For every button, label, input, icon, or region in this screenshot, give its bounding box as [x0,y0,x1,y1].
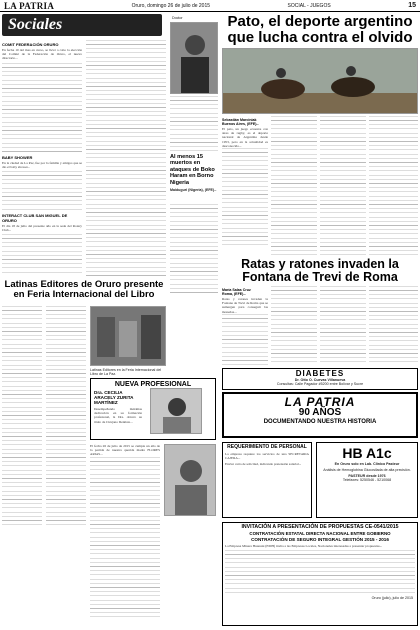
pato-col-2 [271,116,317,256]
ratas-col-1 [222,286,268,366]
graduate-photo [150,388,202,434]
ratas-col-2 [271,286,317,366]
doctor-photo [170,22,218,94]
pato-byline: Sebastián Marciniak Buenos Aires, (EFE).- [222,118,259,126]
pato-col-4 [369,116,418,256]
invitacion-footer: Oruro (julio), julio de 2015 [371,596,413,601]
diabetes-text: Consultas: Calle Pagador #5200 entre Bolívar y Sucre [276,382,364,386]
diabetes-ad [222,368,418,390]
invitacion-sub2: CONTRATACIÓN DE SEGURO INTEGRAL GESTIÓN 2015 - 2016 [251,536,389,542]
sociales-col-1 [2,40,82,276]
hba1c-text: En Oruro solo en Lab. Clínico Pasteur [334,462,400,466]
la-patria-90-sub: 90 AÑOS [298,407,342,418]
nueva-name: Dra. CECILIA ARACELY ZURITA MARTÍNEZ [94,390,134,405]
woman-portrait-image [151,389,202,434]
pato-lead: El pato, un juego ecuestre con aires de rugby, es el deporte nacional de Argentina desde 1953, pero en la actualidad es desconocido... [222,127,268,148]
requerimiento-title: REQUERIMIENTO DE PERSONAL [227,444,307,450]
newspaper-logo: LA PATRIA [4,0,55,11]
horse-riders-image [223,49,418,114]
boko-haram-byline: Maiduguri (Nigeria), (EFE).- [170,188,217,193]
elder-portrait-image [165,445,216,516]
diabetes-doctor: Dr. Otto O. Cuevas Villanueva [294,378,346,382]
hba1c-addr: PASTEUR desde 1976 [348,474,386,478]
pato-col-3 [320,116,366,256]
la-patria-90-title: LA PATRIA [284,395,356,409]
sociales-text-2: En la ciudad de La Paz, fue por la familia y amigos que se dio el baby shower... [2,160,82,169]
person-silhouette-icon [171,23,218,94]
sociales-text-3: El día 18 de julio del presente año en la sede del Rotary Club... [2,224,82,233]
requerimiento-text2: Enviar carta de solicitud, indicando pretensión salarial... [225,462,302,467]
ratas-col-3 [320,286,366,366]
middle-col-top [170,96,218,152]
esquela-col [90,444,160,626]
invitacion-ad [222,522,418,626]
sociales-banner: Sociales [2,14,162,36]
sociales-head-3: INTERACT CLUB SAN MIGUEL DE ORURO [2,213,68,224]
latinas-col-1 [2,306,42,526]
page-number: 15 [408,2,416,9]
la-patria-90-sub2: DOCUMENTANDO NUESTRA HISTORIA [263,419,377,425]
issue-date: Oruro, domingo 26 de julio de 2015 [131,2,211,9]
diabetes-title: DIABETES [295,369,345,378]
invitacion-text: La Empresa Minera Huanuni (EMH) invita a las Empresas Locales, Nacionales interesadas a presentar propuestas... [225,544,383,549]
esquela-text: El fecha 26 de julio de 2015 se cumple un año de la partida de nuestra querida madre FLORES ARIAS... [90,444,160,457]
pato-col-1 [222,116,268,256]
latinas-photo [90,306,166,366]
ratas-lead: Ratas y ratones invaden la Fontana de Trevi de Roma que se sumergen para conseguir las monedas... [222,297,268,314]
pato-headline: Pato, el deporte argentino que lucha contra el olvido [227,13,413,46]
latinas-headline: Latinas Editores de Oruro presente en Feria Internacional del Libro [4,279,164,300]
section-name: SOCIAL - JUEGOS [287,2,331,9]
nueva-title: NUEVA PROFESIONAL [114,381,192,388]
sociales-text-1: En fecha 10 del mes en curso, se llevó a cabo la elección del Comité de la Federación de Oruro, el nuevo directorio... [2,48,82,61]
invitacion-title: INVITACIÓN A PRESENTACIÓN DE PROPUESTAS CE-0541/2015 [241,524,399,530]
hba1c-ad [316,442,418,518]
invitacion-sub: CONTRATACIÓN ESTATAL DIRECTA NACIONAL ENTRE GOBIERNO [249,531,391,537]
esquela-photo [164,444,216,516]
hba1c-phone: Telefaxes: 5250546 - 5210068 [342,478,392,482]
ratas-col-4 [369,286,418,366]
boko-haram-box [170,154,218,202]
sociales-head-1: COMIT FEDERACIÓN ORURO [2,42,59,47]
pato-photo [222,48,418,114]
ratas-byline: María Salas Cruz Roma, (EFE).- [222,288,251,296]
nueva-text: Desempeñando máximas dedicación en su formación profesional, la Dra. obtuvo su título de Cirujano Dentista... [94,407,142,424]
sociales-col-2 [86,40,166,276]
latinas-col-2 [46,306,86,526]
boko-haram-title: Al menos 15 muertos en ataques de Boko Haram en Borno Nigeria [170,154,215,186]
photo-caption-doctor: Doctor [172,16,183,20]
hba1c-text2: Análisis de Hemoglobina Glucosilada de alta precisión. [323,468,411,472]
requerimiento-text: La empresa requiere los servicios de una SECRETARIA CAJERA... [225,452,309,461]
requerimiento-ad [222,442,312,518]
boko-haram-text [170,204,218,294]
latinas-caption: Latinas Editores en la Feria Internacional del Libro de La Paz. [90,368,162,376]
book-fair-image [91,307,166,366]
page-header [0,0,420,12]
hba1c-title: HB A1c [342,445,392,461]
ratas-headline: Ratas y ratones invaden la Fontana de Trevi de Roma [241,257,399,284]
la-patria-90-ad [222,392,418,438]
sociales-head-2: BABY SHOWER [2,154,33,160]
